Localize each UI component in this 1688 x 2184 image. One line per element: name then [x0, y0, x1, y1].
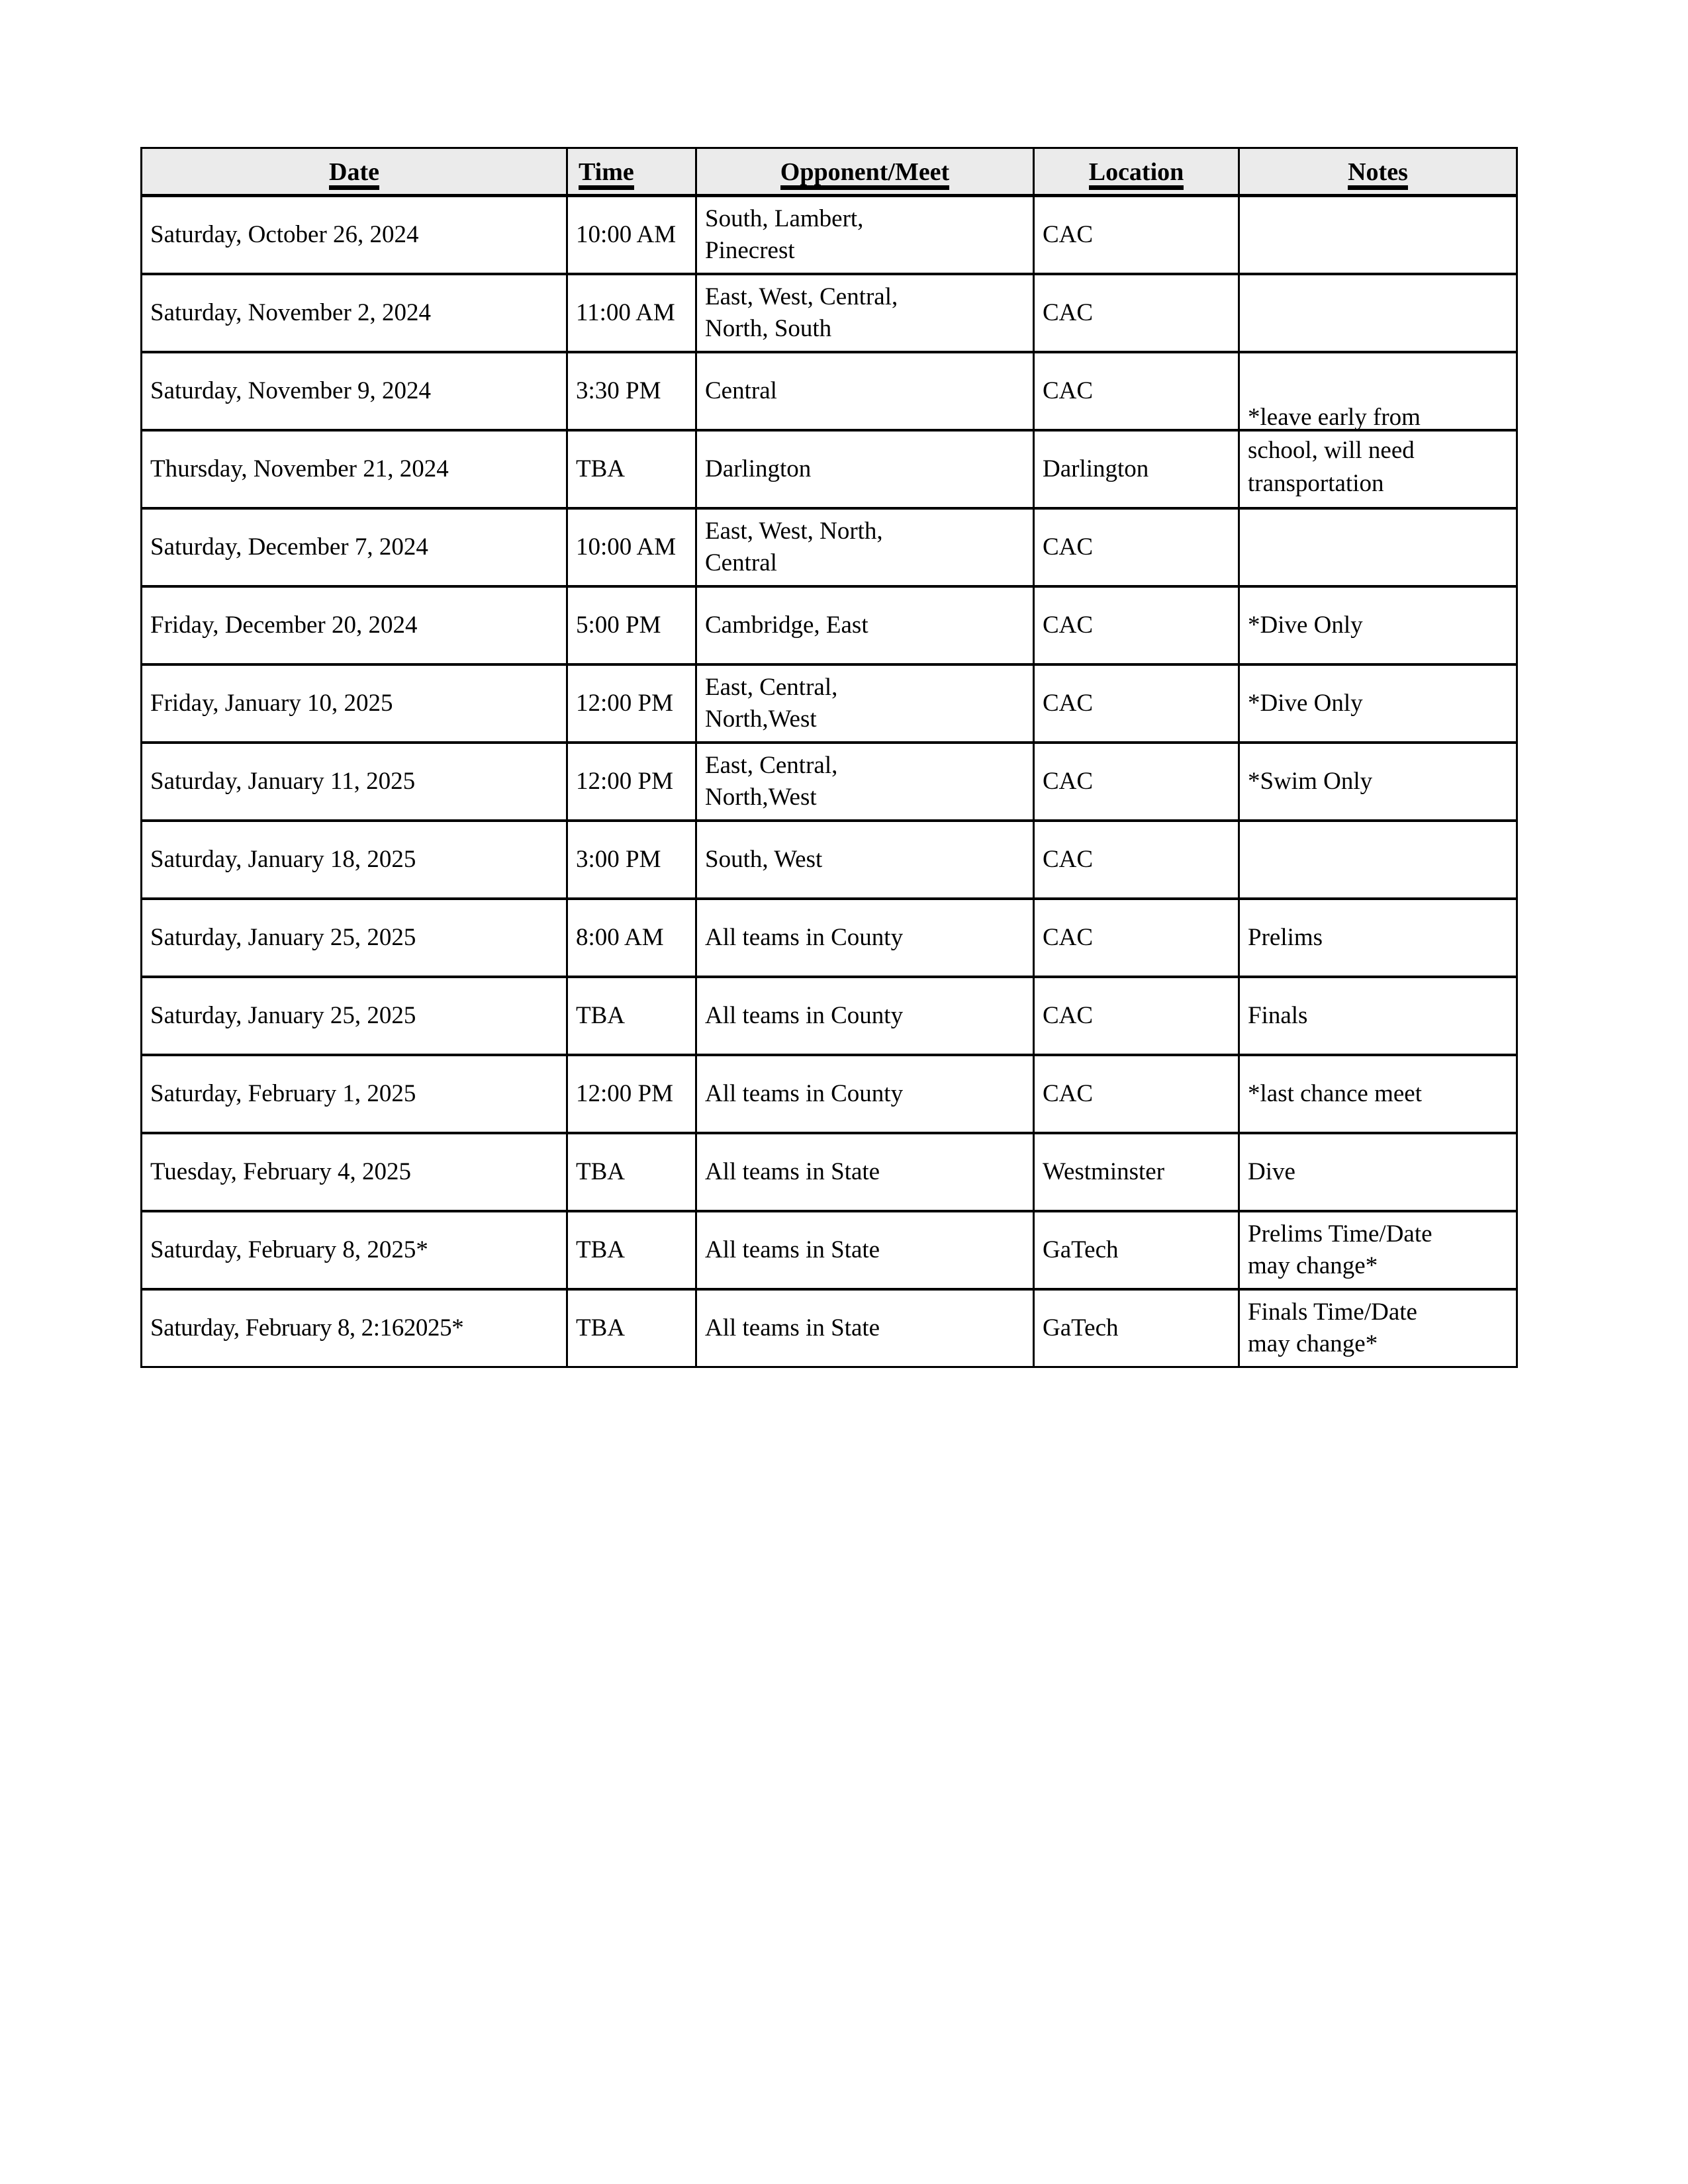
date-text: Saturday, December 7, 2024 — [150, 533, 428, 561]
cell-notes — [1239, 821, 1517, 899]
opponent-text-line1: All teams in County — [705, 1001, 904, 1029]
column-header-location-label: Location — [1089, 159, 1184, 190]
opponent-text-line1: Central — [705, 377, 777, 404]
cell-notes — [1239, 403, 1517, 508]
date-text: Thursday, November 21, 2024 — [150, 455, 449, 482]
notes-text: Finals — [1248, 1001, 1308, 1029]
table-row — [142, 1211, 1517, 1289]
location-text: CAC — [1043, 377, 1094, 404]
cell-notes — [1239, 1055, 1517, 1133]
table-row — [142, 586, 1517, 664]
table-row — [142, 743, 1517, 821]
notes-text-line1: Prelims Time/Date — [1248, 1220, 1432, 1248]
cell-location — [1034, 664, 1239, 743]
table-header — [142, 148, 1517, 196]
table-row — [142, 196, 1517, 274]
time-text: TBA — [576, 455, 625, 482]
table-body — [142, 196, 1517, 1367]
location-text: CAC — [1043, 298, 1094, 326]
cell-date — [142, 664, 567, 743]
opponent-text-line1: South, West — [705, 845, 823, 873]
cell-date — [142, 1055, 567, 1133]
column-header-notes — [1239, 148, 1517, 196]
column-header-date-label: Date — [329, 159, 379, 190]
location-text: CAC — [1043, 923, 1094, 951]
cell-location — [1034, 196, 1239, 274]
cell-time — [567, 977, 696, 1055]
cell-location — [1034, 821, 1239, 899]
opponent-text-line1: All teams in State — [705, 1158, 880, 1185]
opponent-text-line1: All teams in State — [705, 1236, 880, 1263]
location-text: GaTech — [1043, 1236, 1119, 1263]
cell-time — [567, 743, 696, 821]
cell-time — [567, 1211, 696, 1289]
cell-opponent — [696, 664, 1034, 743]
cell-notes — [1239, 1289, 1517, 1367]
notes-text-line2: may change* — [1248, 1330, 1378, 1357]
date-text: Saturday, February 8, 2025* — [150, 1236, 428, 1263]
cell-date — [142, 977, 567, 1055]
cell-location — [1034, 1055, 1239, 1133]
table-row — [142, 1133, 1517, 1211]
date-text: Friday, January 10, 2025 — [150, 689, 393, 717]
table-row — [142, 1055, 1517, 1133]
cell-location — [1034, 1289, 1239, 1367]
time-text: TBA — [576, 1001, 625, 1029]
cell-notes — [1239, 274, 1517, 352]
location-text: CAC — [1043, 689, 1094, 717]
table-row — [142, 899, 1517, 977]
opponent-text-line1: East, Central, — [705, 752, 838, 780]
location-text: Darlington — [1043, 455, 1149, 482]
cell-time — [567, 586, 696, 664]
column-header-location — [1034, 148, 1239, 196]
cell-opponent — [696, 1055, 1034, 1133]
cell-location — [1034, 899, 1239, 977]
column-header-notes-label: Notes — [1348, 159, 1408, 190]
location-text: GaTech — [1043, 1314, 1119, 1342]
cell-time — [567, 430, 696, 508]
cell-date — [142, 430, 567, 508]
cell-location — [1034, 508, 1239, 586]
cell-location — [1034, 1133, 1239, 1211]
table-row — [142, 274, 1517, 352]
location-text: CAC — [1043, 221, 1094, 249]
date-text: Saturday, February 1, 2025 — [150, 1079, 416, 1107]
date-text: Tuesday, February 4, 2025 — [150, 1158, 411, 1185]
notes-overflow-line2: school, will need — [1248, 436, 1415, 464]
time-text: TBA — [576, 1314, 625, 1342]
date-text: Saturday, January 11, 2025 — [150, 767, 416, 795]
opponent-text-line2: North,West — [705, 705, 817, 733]
notes-text: *Swim Only — [1248, 767, 1373, 795]
column-header-opponent-meet-label: Opponent/Meet — [780, 159, 949, 190]
cell-date — [142, 196, 567, 274]
cell-date — [142, 352, 567, 430]
time-text: 3:00 PM — [576, 845, 661, 873]
time-text: 10:00 AM — [576, 533, 677, 561]
opponent-text-line2: Pinecrest — [705, 236, 795, 264]
time-text: 12:00 PM — [576, 1079, 674, 1107]
table-row — [142, 508, 1517, 586]
location-text: Westminster — [1043, 1158, 1165, 1185]
column-header-time — [567, 148, 696, 196]
cell-location — [1034, 1211, 1239, 1289]
notes-overflow-line3: transportation — [1248, 470, 1384, 498]
table-row — [142, 1289, 1517, 1367]
cell-time — [567, 664, 696, 743]
cell-opponent — [696, 1211, 1034, 1289]
cell-location — [1034, 586, 1239, 664]
time-text: TBA — [576, 1236, 625, 1263]
opponent-text-line1: Cambridge, East — [705, 611, 868, 639]
notes-text: *Dive Only — [1248, 611, 1363, 639]
opponent-text-line1: All teams in County — [705, 923, 904, 951]
table-row — [142, 821, 1517, 899]
opponent-text-line1: East, Central, — [705, 674, 838, 702]
date-text: Saturday, January 25, 2025 — [150, 1001, 416, 1029]
location-text: CAC — [1043, 1001, 1094, 1029]
time-text: 11:00 AM — [576, 298, 675, 326]
location-text: CAC — [1043, 1079, 1094, 1107]
cell-opponent — [696, 1133, 1034, 1211]
table-row — [142, 430, 1517, 508]
time-text: 5:00 PM — [576, 611, 661, 639]
cell-opponent — [696, 1289, 1034, 1367]
notes-text: *Dive Only — [1248, 689, 1363, 717]
opponent-text-line1: All teams in County — [705, 1079, 904, 1107]
column-header-date — [142, 148, 567, 196]
date-text: Saturday, October 26, 2024 — [150, 221, 419, 249]
notes-overflow-line1: *leave early from — [1248, 403, 1421, 431]
opponent-text-line1: South, Lambert, — [705, 205, 864, 233]
opponent-text-line1: Darlington — [705, 455, 812, 482]
cell-location — [1034, 430, 1239, 508]
notes-text-line1: Finals Time/Date — [1248, 1298, 1417, 1326]
table-row — [142, 977, 1517, 1055]
notes-text: *last chance meet — [1248, 1079, 1422, 1107]
cell-time — [567, 196, 696, 274]
cell-opponent — [696, 352, 1034, 430]
cell-location — [1034, 743, 1239, 821]
cell-date — [142, 1289, 567, 1367]
table-header-row — [142, 148, 1517, 196]
cell-time — [567, 352, 696, 430]
cell-notes — [1239, 743, 1517, 821]
cell-opponent — [696, 977, 1034, 1055]
time-text: 10:00 AM — [576, 221, 677, 249]
notes-text: Prelims — [1248, 923, 1323, 951]
cell-notes — [1239, 1211, 1517, 1289]
date-text: Saturday, January 25, 2025 — [150, 923, 416, 951]
cell-opponent — [696, 274, 1034, 352]
cell-date — [142, 508, 567, 586]
location-text: CAC — [1043, 611, 1094, 639]
cell-opponent — [696, 508, 1034, 586]
opponent-text-line2: North, South — [705, 314, 832, 342]
cell-date — [142, 821, 567, 899]
notes-text: Dive — [1248, 1158, 1295, 1185]
notes-overflow-text — [1248, 401, 1512, 501]
cell-notes — [1239, 1133, 1517, 1211]
notes-text-line2: may change* — [1248, 1251, 1378, 1279]
cell-date — [142, 1211, 567, 1289]
cell-location — [1034, 274, 1239, 352]
cell-notes — [1239, 508, 1517, 586]
opponent-text-line2: Central — [705, 549, 777, 576]
cell-opponent — [696, 899, 1034, 977]
cell-notes — [1239, 196, 1517, 274]
date-text: Saturday, November 2, 2024 — [150, 298, 432, 326]
cell-date — [142, 1133, 567, 1211]
cell-opponent — [696, 586, 1034, 664]
opponent-text-line1: East, West, North, — [705, 518, 883, 545]
location-text: CAC — [1043, 533, 1094, 561]
date-text: Friday, December 20, 2024 — [150, 611, 418, 639]
cell-time — [567, 508, 696, 586]
location-text: CAC — [1043, 845, 1094, 873]
table-row — [142, 664, 1517, 743]
cell-notes — [1239, 664, 1517, 743]
cell-location — [1034, 352, 1239, 430]
cell-date — [142, 586, 567, 664]
schedule-table-container — [140, 147, 1516, 1368]
location-text: CAC — [1043, 767, 1094, 795]
cell-opponent — [696, 821, 1034, 899]
cell-notes — [1239, 899, 1517, 977]
time-text: 3:30 PM — [576, 377, 661, 404]
cell-opponent — [696, 743, 1034, 821]
cell-date — [142, 743, 567, 821]
date-text: Saturday, January 18, 2025 — [150, 845, 416, 873]
opponent-text-line2: North,West — [705, 783, 817, 811]
time-text: TBA — [576, 1158, 625, 1185]
time-text: 12:00 PM — [576, 689, 674, 717]
date-text: Saturday, February 8, 2:162025* — [150, 1314, 464, 1342]
time-text: 8:00 AM — [576, 923, 664, 951]
time-text: 12:00 PM — [576, 767, 674, 795]
cell-time — [567, 274, 696, 352]
cell-time — [567, 899, 696, 977]
cell-date — [142, 899, 567, 977]
cell-notes — [1239, 586, 1517, 664]
opponent-text-line1: All teams in State — [705, 1314, 880, 1342]
column-header-opponent-meet — [696, 148, 1034, 196]
cell-location — [1034, 977, 1239, 1055]
cell-time — [567, 1055, 696, 1133]
date-text: Saturday, November 9, 2024 — [150, 377, 432, 404]
meet-schedule-table — [140, 147, 1518, 1368]
opponent-text-line1: East, West, Central, — [705, 283, 898, 311]
cell-notes — [1239, 977, 1517, 1055]
cell-time — [567, 1289, 696, 1367]
cell-opponent — [696, 430, 1034, 508]
cell-time — [567, 821, 696, 899]
cell-date — [142, 274, 567, 352]
cell-time — [567, 1133, 696, 1211]
cell-opponent — [696, 196, 1034, 274]
column-header-time-label: Time — [579, 159, 634, 190]
